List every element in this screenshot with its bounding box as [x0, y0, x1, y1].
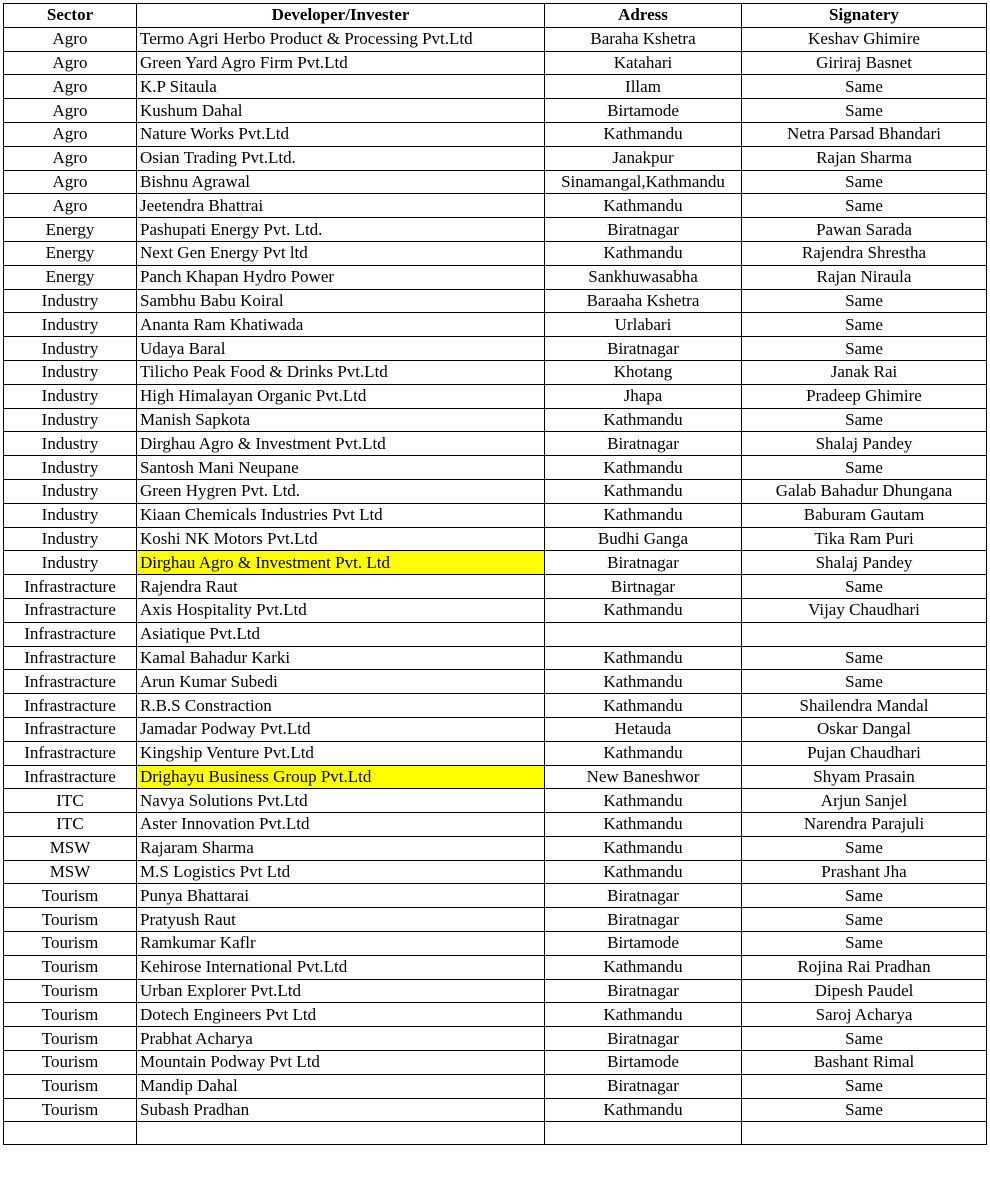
sector-cell: Tourism: [4, 908, 137, 932]
sector-cell: Tourism: [4, 1027, 137, 1051]
address-cell: Kathmandu: [545, 598, 742, 622]
table-row: [4, 218, 987, 242]
developer-cell: R.B.S Constraction: [137, 694, 545, 718]
developer-cell: Navya Solutions Pvt.Ltd: [137, 789, 545, 813]
address-cell: Budhi Ganga: [545, 527, 742, 551]
developer-cell: Koshi NK Motors Pvt.Ltd: [137, 527, 545, 551]
signatory-cell: Same: [742, 884, 987, 908]
table-row: [4, 146, 987, 170]
sector-cell: Agro: [4, 75, 137, 99]
table-row: [4, 1027, 987, 1051]
developer-cell: Ananta Ram Khatiwada: [137, 313, 545, 337]
developer-cell: Kingship Venture Pvt.Ltd: [137, 741, 545, 765]
header-sector: Sector: [4, 4, 137, 28]
signatory-cell: Giriraj Basnet: [742, 51, 987, 75]
table-row: [4, 622, 987, 646]
sector-cell: Infrastracture: [4, 575, 137, 599]
address-cell: Sinamangal,Kathmandu: [545, 170, 742, 194]
table-row: [4, 717, 987, 741]
signatory-cell: Pujan Chaudhari: [742, 741, 987, 765]
address-cell: Biratnagar: [545, 908, 742, 932]
signatory-cell: Arjun Sanjel: [742, 789, 987, 813]
empty-cell: [137, 1122, 545, 1145]
table-row: [4, 432, 987, 456]
address-cell: Biratnagar: [545, 551, 742, 575]
table-row: [4, 1098, 987, 1122]
developer-cell: Subash Pradhan: [137, 1098, 545, 1122]
table-body: [4, 27, 987, 1145]
developer-cell: Urban Explorer Pvt.Ltd: [137, 979, 545, 1003]
developer-cell: Drighayu Business Group Pvt.Ltd: [137, 765, 545, 789]
table-row: [4, 456, 987, 480]
sector-cell: Infrastracture: [4, 694, 137, 718]
sector-cell: Infrastracture: [4, 598, 137, 622]
empty-row: [4, 1122, 987, 1145]
signatory-cell: Same: [742, 670, 987, 694]
address-cell: Biratnagar: [545, 432, 742, 456]
developer-cell: Green Yard Agro Firm Pvt.Ltd: [137, 51, 545, 75]
table-row: [4, 598, 987, 622]
table-row: [4, 908, 987, 932]
developer-cell: Next Gen Energy Pvt ltd: [137, 241, 545, 265]
developer-cell: Rajendra Raut: [137, 575, 545, 599]
sector-cell: Industry: [4, 289, 137, 313]
signatory-cell: Vijay Chaudhari: [742, 598, 987, 622]
table-row: [4, 51, 987, 75]
table-row: [4, 75, 987, 99]
signatory-cell: Tika Ram Puri: [742, 527, 987, 551]
address-cell: Kathmandu: [545, 479, 742, 503]
signatory-cell: Same: [742, 575, 987, 599]
address-cell: Biratnagar: [545, 1074, 742, 1098]
signatory-cell: Keshav Ghimire: [742, 27, 987, 51]
developer-cell: Kiaan Chemicals Industries Pvt Ltd: [137, 503, 545, 527]
signatory-cell: Same: [742, 75, 987, 99]
signatory-cell: Rajan Niraula: [742, 265, 987, 289]
sector-cell: Industry: [4, 479, 137, 503]
signatory-cell: Same: [742, 836, 987, 860]
developer-cell: K.P Sitaula: [137, 75, 545, 99]
signatory-cell: Netra Parsad Bhandari: [742, 122, 987, 146]
sector-cell: Energy: [4, 265, 137, 289]
address-cell: Kathmandu: [545, 408, 742, 432]
table-row: [4, 860, 987, 884]
developer-cell: Dirghau Agro & Investment Pvt. Ltd: [137, 551, 545, 575]
table-row: [4, 337, 987, 361]
sector-cell: Industry: [4, 503, 137, 527]
table-row: [4, 360, 987, 384]
sector-cell: Industry: [4, 360, 137, 384]
developer-cell: Panch Khapan Hydro Power: [137, 265, 545, 289]
address-cell: Kathmandu: [545, 241, 742, 265]
sector-cell: Tourism: [4, 1098, 137, 1122]
signatory-cell: Same: [742, 908, 987, 932]
signatory-cell: Same: [742, 932, 987, 956]
developer-cell: Aster Innovation Pvt.Ltd: [137, 813, 545, 837]
signatory-cell: Rajan Sharma: [742, 146, 987, 170]
developer-cell: Mandip Dahal: [137, 1074, 545, 1098]
table-row: [4, 670, 987, 694]
table-row: [4, 979, 987, 1003]
address-cell: Kathmandu: [545, 503, 742, 527]
address-cell: Biratnagar: [545, 1027, 742, 1051]
signatory-cell: Dipesh Paudel: [742, 979, 987, 1003]
developer-cell: Green Hygren Pvt. Ltd.: [137, 479, 545, 503]
table-row: [4, 741, 987, 765]
sector-cell: Industry: [4, 337, 137, 361]
sector-cell: Infrastracture: [4, 741, 137, 765]
sector-cell: Agro: [4, 146, 137, 170]
sector-cell: ITC: [4, 789, 137, 813]
address-cell: Hetauda: [545, 717, 742, 741]
address-cell: Kathmandu: [545, 836, 742, 860]
table-header: [4, 4, 987, 28]
sector-cell: Tourism: [4, 1074, 137, 1098]
developer-cell: Prabhat Acharya: [137, 1027, 545, 1051]
developer-table: [3, 3, 987, 1145]
developer-cell: Osian Trading Pvt.Ltd.: [137, 146, 545, 170]
table-row: [4, 313, 987, 337]
developer-cell: Ramkumar Kaflr: [137, 932, 545, 956]
signatory-cell: Oskar Dangal: [742, 717, 987, 741]
sector-cell: Agro: [4, 51, 137, 75]
developer-cell: Punya Bhattarai: [137, 884, 545, 908]
empty-cell: [545, 1122, 742, 1145]
address-cell: Kathmandu: [545, 122, 742, 146]
address-cell: Kathmandu: [545, 1003, 742, 1027]
empty-cell: [4, 1122, 137, 1145]
header-developer: Developer/Invester: [137, 4, 545, 28]
address-cell: Kathmandu: [545, 694, 742, 718]
header-signatory: Signatery: [742, 4, 987, 28]
developer-cell: Kehirose International Pvt.Ltd: [137, 955, 545, 979]
header-row: [4, 4, 987, 28]
table-row: [4, 194, 987, 218]
sector-cell: Agro: [4, 170, 137, 194]
developer-cell: Rajaram Sharma: [137, 836, 545, 860]
table-row: [4, 694, 987, 718]
address-cell: Urlabari: [545, 313, 742, 337]
table-row: [4, 1051, 987, 1075]
table-row: [4, 884, 987, 908]
signatory-cell: Janak Rai: [742, 360, 987, 384]
signatory-cell: Same: [742, 337, 987, 361]
signatory-cell: Same: [742, 170, 987, 194]
developer-cell: Sambhu Babu Koiral: [137, 289, 545, 313]
address-cell: Kathmandu: [545, 646, 742, 670]
sector-cell: Infrastracture: [4, 765, 137, 789]
sector-cell: Industry: [4, 551, 137, 575]
address-cell: Kathmandu: [545, 1098, 742, 1122]
developer-cell: Udaya Baral: [137, 337, 545, 361]
address-cell: Biratnagar: [545, 884, 742, 908]
address-cell: Kathmandu: [545, 789, 742, 813]
signatory-cell: Same: [742, 456, 987, 480]
address-cell: Kathmandu: [545, 670, 742, 694]
table-row: [4, 27, 987, 51]
sector-cell: MSW: [4, 860, 137, 884]
address-cell: Birtamode: [545, 99, 742, 123]
signatory-cell: Same: [742, 408, 987, 432]
sector-cell: Industry: [4, 432, 137, 456]
sector-cell: Agro: [4, 194, 137, 218]
table-row: [4, 932, 987, 956]
address-cell: Jhapa: [545, 384, 742, 408]
table-row: [4, 789, 987, 813]
address-cell: Birtamode: [545, 1051, 742, 1075]
address-cell: Biratnagar: [545, 218, 742, 242]
developer-cell: Termo Agri Herbo Product & Processing Pvt.Ltd: [137, 27, 545, 51]
sector-cell: Energy: [4, 241, 137, 265]
signatory-cell: Same: [742, 194, 987, 218]
sector-cell: Infrastracture: [4, 717, 137, 741]
table-row: [4, 765, 987, 789]
sector-cell: Tourism: [4, 884, 137, 908]
address-cell: Baraha Kshetra: [545, 27, 742, 51]
developer-cell: Kushum Dahal: [137, 99, 545, 123]
address-cell: Biratnagar: [545, 337, 742, 361]
developer-cell: Manish Sapkota: [137, 408, 545, 432]
sector-cell: Tourism: [4, 1003, 137, 1027]
address-cell: Illam: [545, 75, 742, 99]
signatory-cell: Shalaj Pandey: [742, 551, 987, 575]
signatory-cell: Rajendra Shrestha: [742, 241, 987, 265]
developer-cell: Pashupati Energy Pvt. Ltd.: [137, 218, 545, 242]
address-cell: Kathmandu: [545, 194, 742, 218]
sector-cell: Agro: [4, 27, 137, 51]
signatory-cell: Same: [742, 289, 987, 313]
sector-cell: Industry: [4, 456, 137, 480]
table-row: [4, 265, 987, 289]
address-cell: Birtnagar: [545, 575, 742, 599]
sector-cell: Energy: [4, 218, 137, 242]
developer-cell: Tilicho Peak Food & Drinks Pvt.Ltd: [137, 360, 545, 384]
sector-cell: Tourism: [4, 979, 137, 1003]
developer-cell: Jeetendra Bhattrai: [137, 194, 545, 218]
address-cell: Kathmandu: [545, 741, 742, 765]
signatory-cell: Same: [742, 646, 987, 670]
sector-cell: Infrastracture: [4, 622, 137, 646]
table-row: [4, 1003, 987, 1027]
signatory-cell: Pradeep Ghimire: [742, 384, 987, 408]
signatory-cell: Bashant Rimal: [742, 1051, 987, 1075]
address-cell: Kathmandu: [545, 955, 742, 979]
sector-cell: Tourism: [4, 932, 137, 956]
address-cell: Baraaha Kshetra: [545, 289, 742, 313]
signatory-cell: Saroj Acharya: [742, 1003, 987, 1027]
sector-cell: Tourism: [4, 955, 137, 979]
table-row: [4, 503, 987, 527]
developer-cell: Santosh Mani Neupane: [137, 456, 545, 480]
empty-cell: [742, 1122, 987, 1145]
sector-cell: Industry: [4, 384, 137, 408]
developer-cell: Nature Works Pvt.Ltd: [137, 122, 545, 146]
sector-cell: Industry: [4, 527, 137, 551]
table-row: [4, 575, 987, 599]
sector-cell: Agro: [4, 99, 137, 123]
sector-cell: Infrastracture: [4, 670, 137, 694]
developer-cell: Asiatique Pvt.Ltd: [137, 622, 545, 646]
developer-cell: Dirghau Agro & Investment Pvt.Ltd: [137, 432, 545, 456]
table-row: [4, 551, 987, 575]
table-row: [4, 813, 987, 837]
table-row: [4, 527, 987, 551]
developer-cell: Bishnu Agrawal: [137, 170, 545, 194]
sector-cell: Industry: [4, 408, 137, 432]
signatory-cell: Same: [742, 1074, 987, 1098]
table-row: [4, 384, 987, 408]
developer-cell: Kamal Bahadur Karki: [137, 646, 545, 670]
developer-cell: Pratyush Raut: [137, 908, 545, 932]
table-row: [4, 241, 987, 265]
signatory-cell: Same: [742, 313, 987, 337]
address-cell: Kathmandu: [545, 456, 742, 480]
signatory-cell: Shailendra Mandal: [742, 694, 987, 718]
address-cell: Katahari: [545, 51, 742, 75]
address-cell: Birtamode: [545, 932, 742, 956]
address-cell: Kathmandu: [545, 860, 742, 884]
table-row: [4, 955, 987, 979]
signatory-cell: Same: [742, 1027, 987, 1051]
address-cell: Biratnagar: [545, 979, 742, 1003]
signatory-cell: Pawan Sarada: [742, 218, 987, 242]
developer-cell: Axis Hospitality Pvt.Ltd: [137, 598, 545, 622]
address-cell: Kathmandu: [545, 813, 742, 837]
signatory-cell: Galab Bahadur Dhungana: [742, 479, 987, 503]
signatory-cell: Same: [742, 99, 987, 123]
table-row: [4, 1074, 987, 1098]
sector-cell: ITC: [4, 813, 137, 837]
table-row: [4, 289, 987, 313]
table-row: [4, 836, 987, 860]
developer-cell: M.S Logistics Pvt Ltd: [137, 860, 545, 884]
sector-cell: Agro: [4, 122, 137, 146]
address-cell: New Baneshwor: [545, 765, 742, 789]
developer-cell: Dotech Engineers Pvt Ltd: [137, 1003, 545, 1027]
address-cell: Khotang: [545, 360, 742, 384]
header-address: Adress: [545, 4, 742, 28]
address-cell: Janakpur: [545, 146, 742, 170]
developer-cell: Mountain Podway Pvt Ltd: [137, 1051, 545, 1075]
signatory-cell: [742, 622, 987, 646]
table-row: [4, 99, 987, 123]
table-row: [4, 408, 987, 432]
sector-cell: MSW: [4, 836, 137, 860]
sector-cell: Industry: [4, 313, 137, 337]
developer-cell: High Himalayan Organic Pvt.Ltd: [137, 384, 545, 408]
signatory-cell: Rojina Rai Pradhan: [742, 955, 987, 979]
table-row: [4, 479, 987, 503]
signatory-cell: Baburam Gautam: [742, 503, 987, 527]
signatory-cell: Narendra Parajuli: [742, 813, 987, 837]
developer-cell: Jamadar Podway Pvt.Ltd: [137, 717, 545, 741]
table-row: [4, 646, 987, 670]
signatory-cell: Same: [742, 1098, 987, 1122]
sector-cell: Tourism: [4, 1051, 137, 1075]
address-cell: Sankhuwasabha: [545, 265, 742, 289]
table-row: [4, 170, 987, 194]
sector-cell: Infrastracture: [4, 646, 137, 670]
signatory-cell: Prashant Jha: [742, 860, 987, 884]
signatory-cell: Shalaj Pandey: [742, 432, 987, 456]
table-row: [4, 122, 987, 146]
developer-cell: Arun Kumar Subedi: [137, 670, 545, 694]
signatory-cell: Shyam Prasain: [742, 765, 987, 789]
address-cell: [545, 622, 742, 646]
